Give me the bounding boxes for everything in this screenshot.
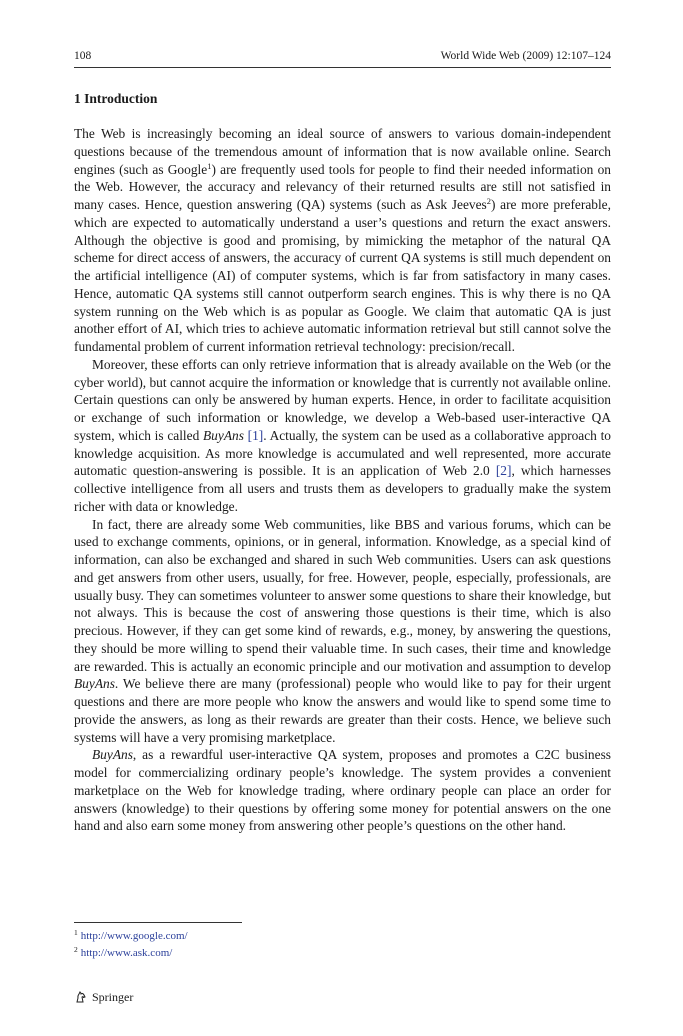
- footnote-2: [74, 945, 188, 962]
- footnote-number: 1: [74, 928, 78, 937]
- paragraph-2: [74, 356, 611, 516]
- citation-1-link[interactable]: [1]: [247, 427, 264, 443]
- citation-2-link[interactable]: [2]: [495, 463, 512, 479]
- footnotes: [74, 928, 188, 962]
- paragraph-2-text-a: Moreover, these efforts can only retrieve information that is already available on the Web (or the cyber world), but cannot acquire the information or knowledge that is currently not available online. Certain questions can only be answered by human experts. Hence, in order to facilitate acquisition or exchange of such information or knowledge, we develop a Web-based user-interactive QA system, which is called: [74, 356, 611, 443]
- paragraph-2-text-c: , which harnesses collective intelligence from all users and trusts them as developers to gradually make the system richer with data or knowledge.: [74, 463, 611, 514]
- paragraph-1-text-b: ) are frequently used tools for people to find their needed information on the Web. However, the accuracy and relevancy of their returned results are still not satisfied in many cases. Hence, question answering (QA) systems (such as Ask Jeeves: [74, 161, 611, 212]
- footnote-rule: [74, 922, 242, 923]
- section-title: 1 Introduction: [74, 91, 158, 106]
- buyans-term: BuyAns: [92, 747, 133, 763]
- header-rule: [74, 67, 611, 68]
- footnote-link-ask[interactable]: http://www.ask.com/: [80, 947, 173, 959]
- journal-citation: World Wide Web (2009) 12:107–124: [440, 50, 611, 62]
- running-head: [74, 48, 611, 64]
- buyans-term: BuyAns: [74, 676, 115, 692]
- buyans-term: BuyAns: [203, 427, 244, 443]
- paragraph-4: [74, 746, 611, 835]
- body-text: [74, 125, 611, 835]
- page-content: [74, 48, 611, 835]
- paragraph-3: [74, 516, 611, 747]
- footnote-number: 2: [74, 945, 78, 954]
- springer-horse-icon: [74, 990, 88, 1004]
- paragraph-3-text-b: . We believe there are many (professional) people who would like to pay for their urgent questions and there are more people who know the answers and would like to spend some time to provide the answers, as long as their rewards are greater than their costs. Hence, we believe such systems will have a very promising marketplace.: [74, 676, 611, 745]
- publisher-name: Springer: [92, 990, 134, 1004]
- footnote-ref-2[interactable]: 2: [486, 196, 491, 206]
- paragraph-2-text-b: . Actually, the system can be used as a collaborative approach to knowledge acquisition. As more knowledge is accumulated and well represented, more accurate automatic question-answering is possible. It is an application of Web 2.0: [74, 427, 612, 479]
- paragraph-4-text: , as a rewardful user-interactive QA system, proposes and promotes a C2C business model for commercializing ordinary people’s knowledge. The system provides a convenient marketplace on the Web for knowledge trading, where ordinary people can place an order for answers (knowledge) to their questions by offering some money for potential answers on the one hand and also earn some money from answering other people’s questions on the other hand.: [74, 747, 611, 834]
- paragraph-1-text-c: ) are more preferable, which are expected to automatically understand a user’s questions and return the exact answers. Although the objective is good and promising, by mimicking the metaphor of the natural QA scheme for direct access of answers, the accuracy of current QA systems is still much dependent on the artificial intelligence (AI) of computer systems, which is far from satisfactory in many cases. Hence, automatic QA systems still cannot outperform search engines. This is why there is no QA system running on the Web which is as popular as Google. We claim that automatic QA is just another effort of AI, which tries to achieve automatic information retrieval but still cannot solve the fundamental problem of current information retrieval technology: precision/recall.: [74, 197, 611, 354]
- footnote-ref-1[interactable]: 1: [207, 160, 212, 171]
- page-number: 108: [74, 50, 92, 62]
- paragraph-3-text-a: In fact, there are already some Web communities, like BBS and various forums, which can be used to exchange comments, opinions, or in general, information. Knowledge, as a special kind of information, can also be exchanged and shared in such Web communities. Users can ask questions and get answers from other users, usually, for free. However, people, especially, professionals, are usually busy. They can sometimes volunteer to answer some questions to share their knowledge, but not always. This is because the cost of answering those questions is their time, which is also precious. However, if they can get some kind of rewards, e.g., money, by answering the questions, they should be more willing to spend their valuable time. In such cases, their time and knowledge are rewarded. This is actually an economic principle and our motivation and assumption to develop: [74, 516, 611, 674]
- publisher-mark: [74, 989, 133, 1005]
- paragraph-1-text-a: The Web is increasingly becoming an ideal source of answers to various domain-independent questions because of the tremendous amount of information that is now available online. Search engines (such as Google: [74, 126, 611, 177]
- footnote-link-google[interactable]: http://www.google.com/: [80, 930, 188, 942]
- paragraph-1: [74, 125, 611, 356]
- footnote-1: [74, 928, 188, 945]
